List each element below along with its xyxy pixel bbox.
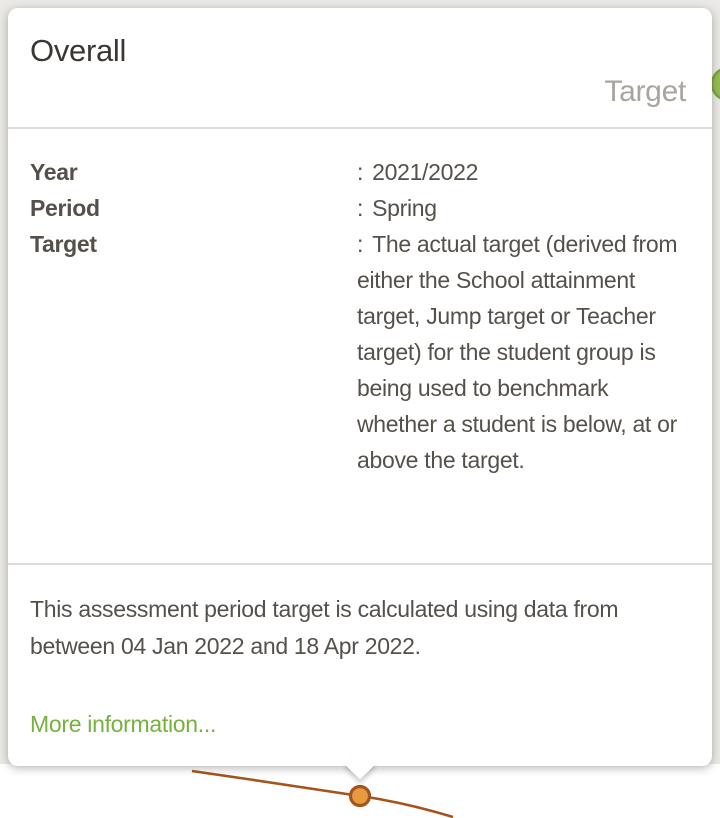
tooltip-footnote: This assessment period target is calculated using data from between 04 Jan 2022 and 18 Apr 2022. (8, 563, 712, 665)
tooltip-header (8, 8, 712, 129)
orange-series-line (192, 771, 453, 817)
detail-value (357, 154, 681, 190)
detail-value-text: Spring (372, 195, 437, 221)
tooltip-details-section (8, 129, 712, 563)
detail-label: Target (30, 231, 97, 257)
detail-value (357, 190, 681, 226)
orange-data-point-marker[interactable] (351, 787, 370, 806)
detail-row-year (30, 154, 690, 190)
more-information-link[interactable]: More information... (30, 711, 217, 737)
colon-separator: : (357, 231, 364, 257)
detail-row-period (30, 190, 690, 226)
tooltip-series-name: Target (604, 75, 686, 108)
detail-row-target (30, 226, 690, 478)
colon-separator: : (357, 195, 364, 221)
tooltip-title: Overall (30, 33, 127, 68)
detail-label: Year (30, 159, 78, 185)
detail-value (357, 226, 681, 478)
overall-target-tooltip (8, 8, 712, 766)
green-data-point-marker[interactable] (712, 68, 720, 100)
detail-value-text: 2021/2022 (372, 159, 479, 185)
colon-separator: : (357, 159, 364, 185)
detail-label: Period (30, 195, 100, 221)
detail-value-text: The actual target (derived from either the School attainment target, Jump target or Teacher target) for the student group is being used to benchmark whether a student is below, at or above the target. (357, 231, 678, 473)
